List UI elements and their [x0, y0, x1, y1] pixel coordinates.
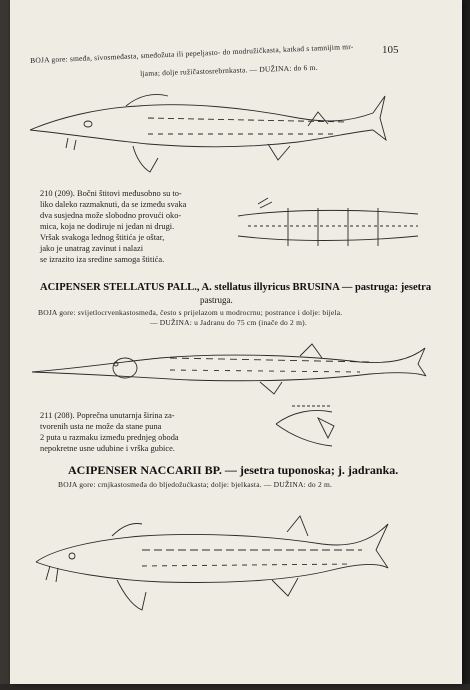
table-surface: [0, 684, 470, 690]
book-page: [10, 0, 462, 684]
caption-210-line-2: liko daleko razmaknuti, da se između svaka: [40, 200, 187, 209]
naccarii-heading: ACIPENSER NACCARII BP. — jesetra tuponoska; j. jadranka.: [68, 463, 399, 477]
sturgeon-illustration-1: [28, 88, 388, 178]
caption-211-line-2: tvorenih usta ne može da stane puna: [40, 422, 162, 431]
caption-210-line-5: Vršak svakoga lednog štitića je oštar,: [40, 233, 165, 242]
stellatus-heading: ACIPENSER STELLATUS PALL., A. stellatus illyricus BRUSINA — pastruga: jesetra: [40, 282, 432, 293]
stellatus-heading-line-2: pastruga.: [200, 295, 233, 305]
sturgeon-illustration-2: [30, 338, 430, 398]
caption-210: [40, 188, 186, 265]
stellatus-color-line-1: BOJA gore: svijetlocrvenkastosmeđa, često s prijelazom u modrocrnu; postrance i dolje: bijela.: [38, 308, 343, 317]
caption-211-line-3: 2 puta u razmaku između prednjeg oboda: [40, 433, 179, 442]
caption-210-line-1: 210 (209). Bočni štitovi međusobno su to-: [40, 189, 182, 198]
page-number: 105: [382, 44, 399, 56]
sturgeon-illustration-3: [32, 510, 392, 620]
caption-210-line-3: dva susjedna može slobodno provući oko-: [40, 211, 182, 220]
top-color-line-1: BOJA gore: smeđa, sivosmeđasta, smeđožuta ili pepeljasto- do modružičkasta, katkad s tamnijim mr-: [30, 41, 354, 65]
caption-210-line-7: se izrazito iza sredine samoga štitića.: [40, 255, 165, 264]
mouth-detail-figure: [272, 404, 362, 454]
naccarii-color-line: BOJA gore: crnjkastosmeđa do bljedožućkasta; dolje: bjelkasta. — DUŽINA: do 2 m.: [58, 480, 333, 489]
scute-detail-figure: [228, 196, 428, 256]
caption-210-line-4: mica, koja ne dodiruje ni jedan ni drugi.: [40, 222, 175, 231]
book-edge-shadow: [462, 0, 470, 690]
stellatus-color-line-2: — DUŽINA: u Jadranu do 75 cm (inače do 2 m).: [150, 318, 307, 327]
caption-211-line-4: nepokretne usne udubine i vrška gubice.: [40, 444, 175, 453]
caption-211-line-1: 211 (208). Poprečna unutarnja širina za-: [40, 411, 175, 420]
caption-211: [40, 410, 179, 454]
top-color-line-2: ljama; dolje ružičastosrebrnkasta. — DUŽINA: do 6 m.: [140, 62, 318, 78]
caption-210-line-6: jako je unatrag zavinut i nalazi: [40, 244, 144, 253]
